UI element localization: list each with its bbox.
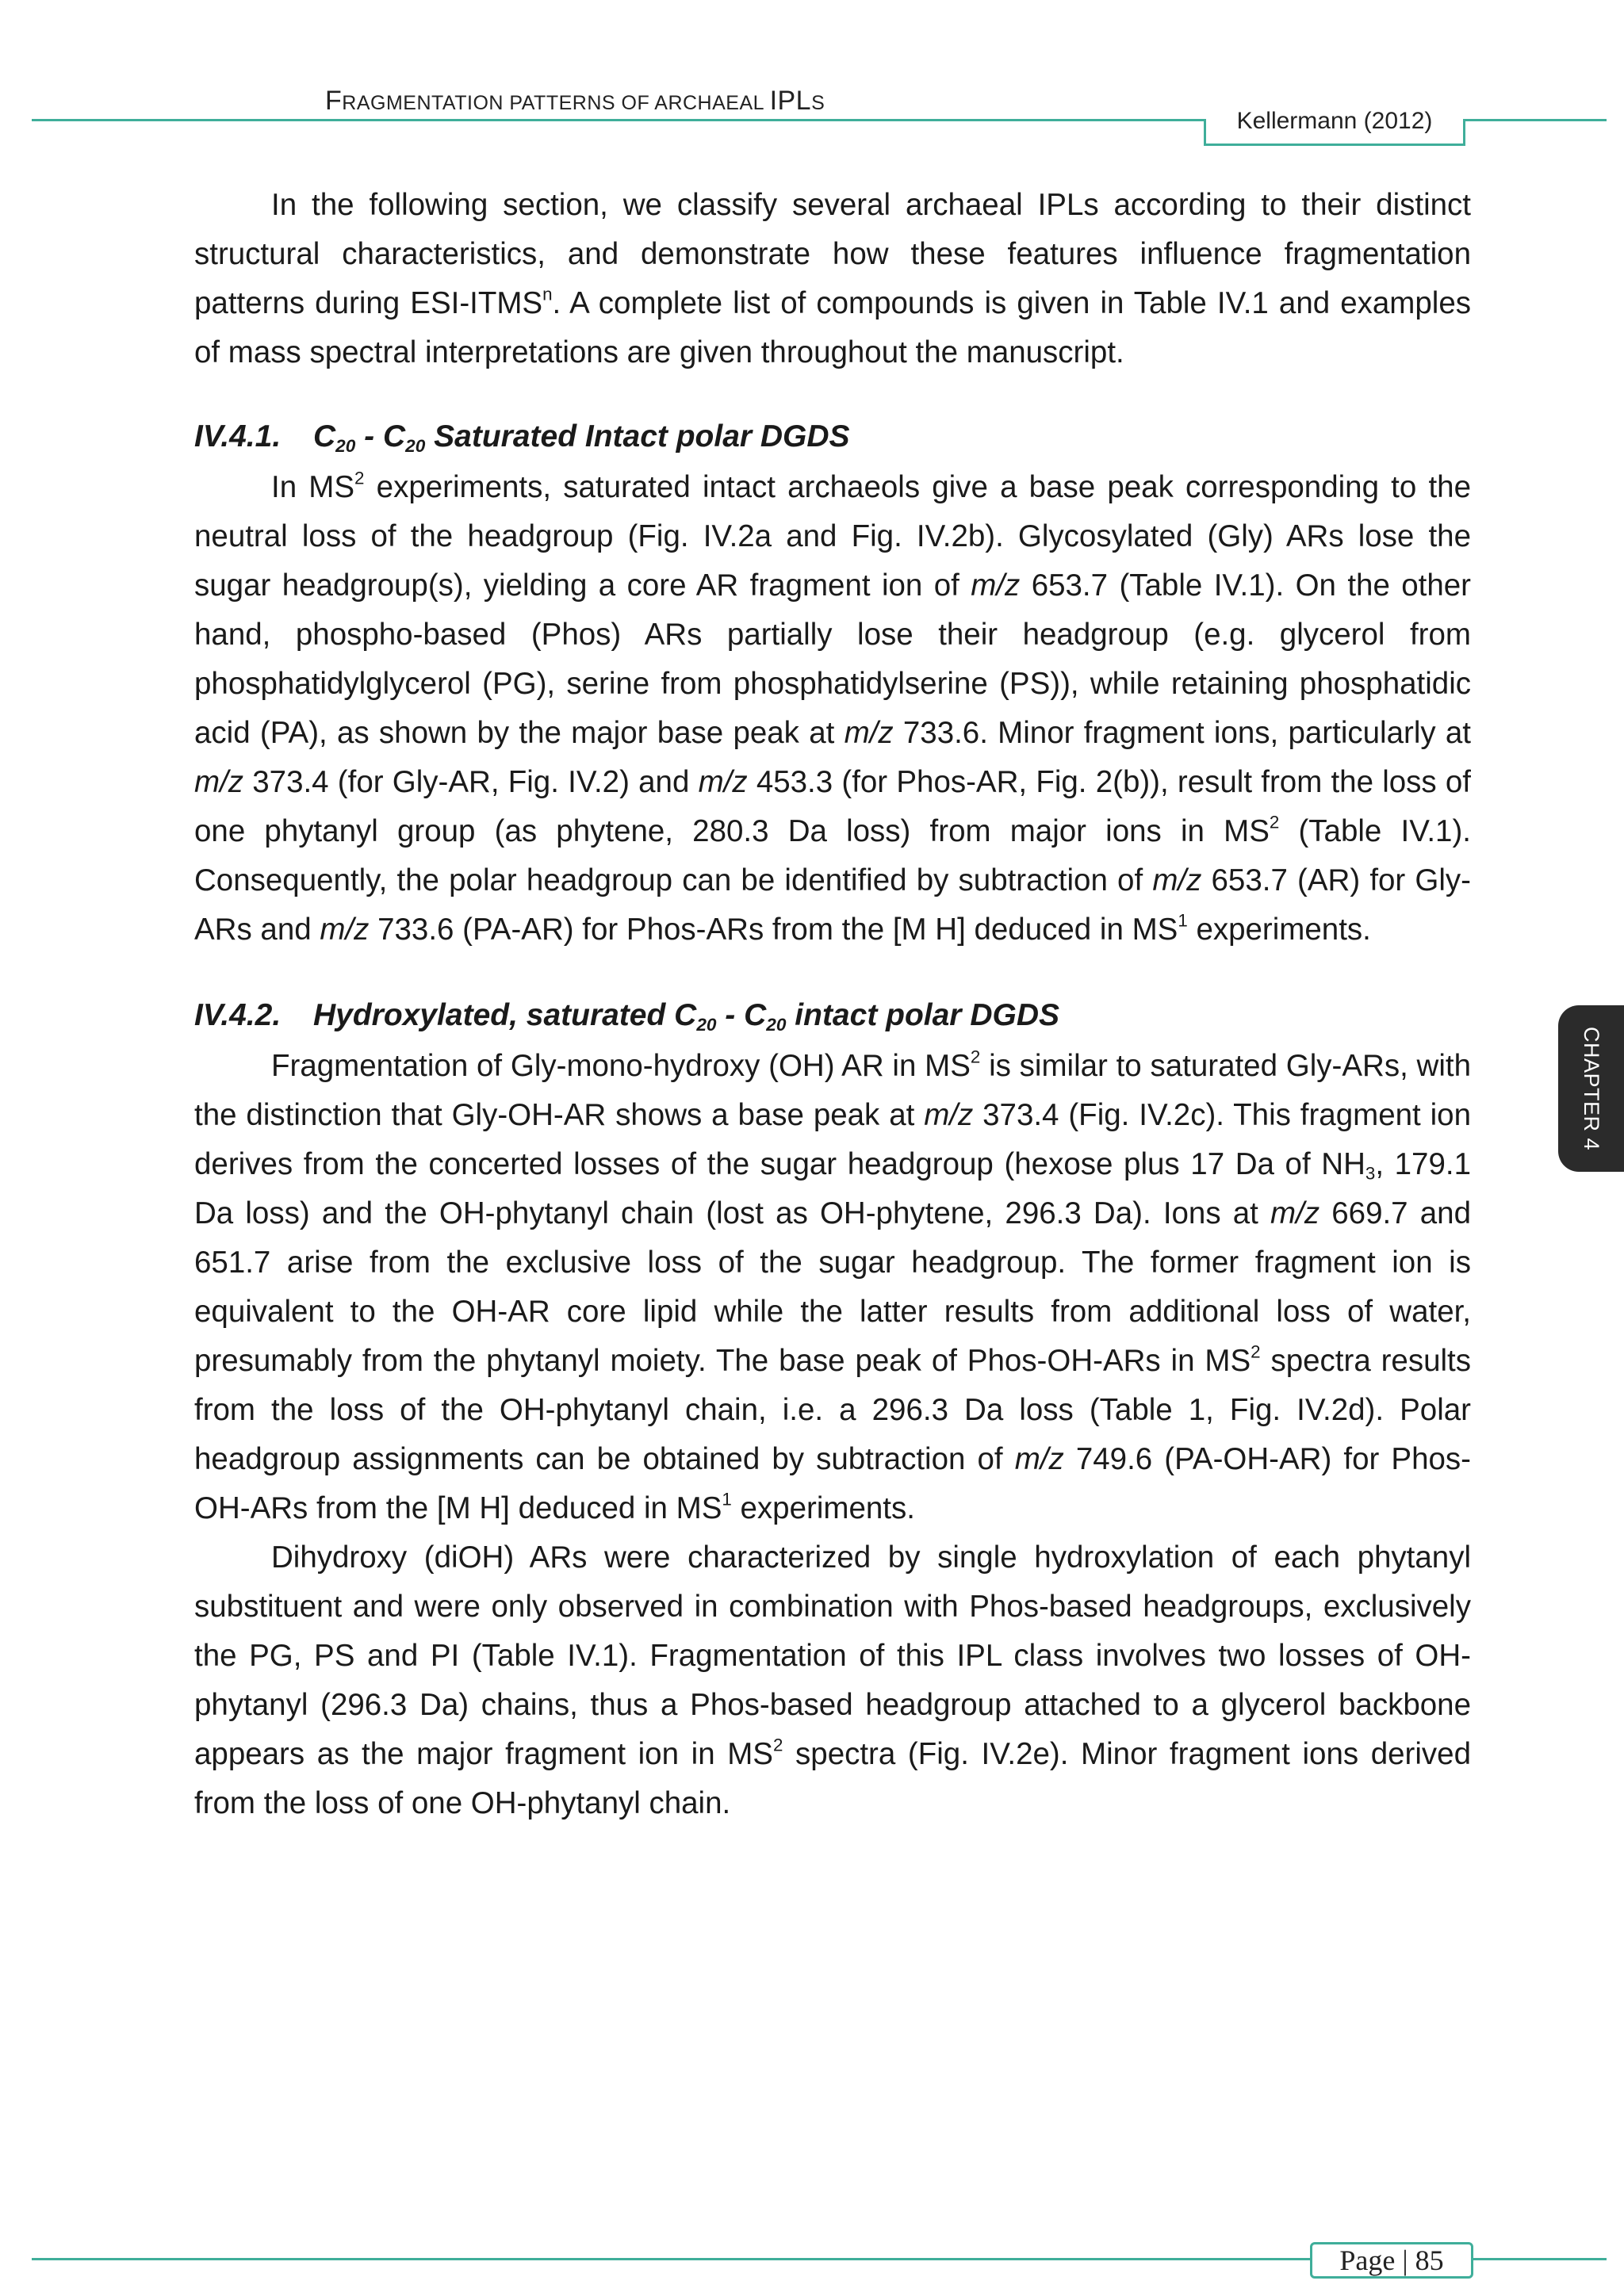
section2-paragraph-2: Dihydroxy (diOH) ARs were characterized by single hydroxylation of each phytanyl substituent and were only observed in combination with Phos-based headgroups, exclusively the PG, PS and PI (Table IV.1). Fragmentation of this IPL class involves two losses of OH-phytanyl (296.3 Da) chains, thus a Phos-based headgroup attached to a glycerol backbone appears as the major fragment ion in $MS^2$ spectra (Fig. IV.2e). Minor fragment ions derived from the loss of one OH-phytanyl chain. — [194, 1540, 1472, 1820]
section-heading-iv-4-1: IV.4.1. $C_{20} - C_{20}$ Saturated Intact polar DGDS — [194, 419, 850, 456]
section1-paragraph: In $MS^2$ experiments, saturated intact archaeols give a base peak corresponding to the neutral loss of the headgroup (Fig. IV.2a and Fig. IV.2b). Glycosylated (Gly) ARs lose the sugar headgroup(s), yielding a core AR fragment ion of m/z 653.7 (Table IV.1). On the other hand, phospho-based (Phos) ARs partially lose their headgroup (e.g. glycerol from phosphatidylglycerol (PG), serine from phosphatidylserine (PS)), while retaining phosphatidic acid (PA), as shown by the major base peak at m/z 733.6. Minor fragment ions, particularly at m/z 373.4 (for Gly-AR, Fig. IV.2) and m/z 453.3 (for Phos-AR, Fig. 2(b)), result from the loss of one phytanyl group (as phytene, 280.3 Da loss) from major ions in $MS^2$ (Table IV.1). Consequently, the polar headgroup can be identified by subtraction of m/z 653.7 (AR) for Gly-ARs and m/z 733.6 (PA-AR) for Phos-ARs from the [M H] deduced in $MS^1$ experiments. — [194, 468, 1472, 947]
chapter-tab-label: CHAPTER 4 — [1580, 1026, 1603, 1151]
page-number: Page | 85 — [1339, 2244, 1444, 2276]
section2-paragraph-1: Fragmentation of Gly-mono-hydroxy (OH) AR in $MS^2$ is similar to saturated Gly-ARs, with the distinction that Gly-OH-AR shows a base peak at m/z 373.4 (Fig. IV.2c). This fragment ion derives from the concerted losses of the sugar headgroup (hexose plus 17 Da of $NH_3$, 179.1 Da loss) and the OH-phytanyl chain (lost as OH-phytene, 296.3 Da). Ions at m/z 669.7 and 651.7 arise from the exclusive loss of the sugar headgroup. The former fragment ion is equivalent to the OH-AR core lipid while the latter results from additional loss of water, presumably from the phytanyl moiety. The base peak of Phos-OH-ARs in $MS^2$ spectra results from the loss of the OH-phytanyl chain, i.e. a 296.3 Da loss (Table 1, Fig. IV.2d). Polar headgroup assignments can be obtained by subtraction of m/z 749.6 (PA-OH-AR) for Phos-OH-ARs from the [M H] deduced in $MS^1$ experiments. — [194, 1047, 1472, 1525]
header-rule-left — [32, 119, 1205, 121]
running-header-author: Kellermann (2012) — [1236, 108, 1433, 134]
footer-rule-right — [1473, 2258, 1607, 2260]
footer-rule-left — [32, 2258, 1310, 2260]
header-rule-right — [1465, 119, 1607, 121]
running-header-title: FRAGMENTATION PATTERNS OF ARCHAEAL IPLS — [325, 86, 825, 116]
intro-paragraph: In the following section, we classify several archaeal IPLs according to their distinct structural characteristics, and demonstrate how these features influence fragmentation patterns during ESI-ITMS$^n$. A complete list of compounds is given in Table IV.1 and examples of mass spectral interpretations are given throughout the manuscript. — [194, 188, 1471, 369]
section-heading-iv-4-2: IV.4.2. Hydroxylated, saturated $C_{20} - C_{20}$ intact polar DGDS — [194, 998, 1059, 1035]
page-body — [194, 181, 1471, 1828]
